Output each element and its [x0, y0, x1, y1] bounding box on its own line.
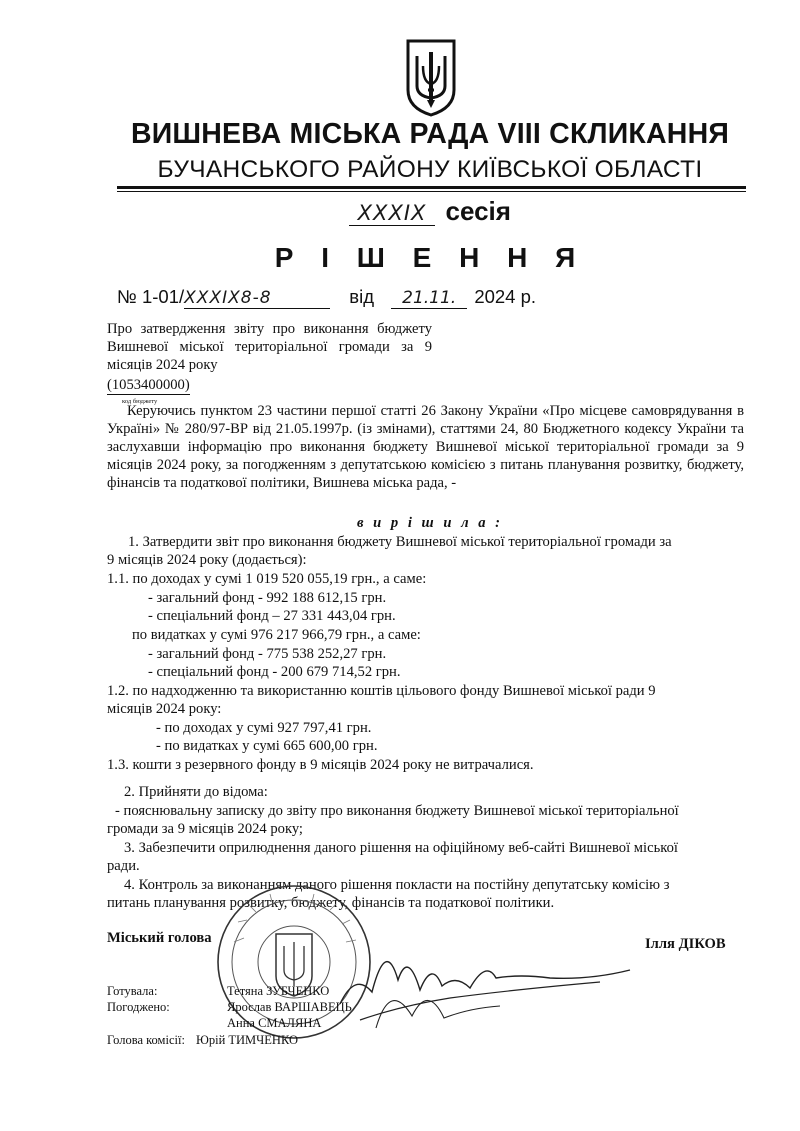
decision-number-prefix: № 1-01/	[117, 286, 185, 307]
approval-name: Тетяна ЗУБЧЕНКО	[227, 984, 330, 998]
session-label: сесія	[445, 196, 511, 226]
approval-name: Юрій ТИМЧЕНКО	[196, 1033, 299, 1047]
council-subtitle: БУЧАНСЬКОГО РАЙОНУ КИЇВСЬКОЇ ОБЛАСТІ	[157, 156, 703, 183]
item-1-line-2: 9 місяців 2024 року (додається):	[107, 552, 307, 568]
date-prefix: від	[349, 286, 375, 307]
item-4-line-1: 4. Контроль за виконанням даного рішення покласти на постійну депутатську комісію з	[124, 877, 670, 893]
item-1-3: 1.3. кошти з резервного фонду в 9 місяців 2024 року не витрачалися.	[107, 757, 534, 773]
item-1-1-exp-special-fund: - спеціальний фонд - 200 679 714,52 грн.	[148, 664, 401, 680]
decision-year: 2024 р.	[474, 286, 537, 307]
item-2-note-line-1: - пояснювальну записку до звіту про виконання бюджету Вишневої міської територіальної	[115, 803, 679, 819]
decision-subject: Про затвердження звіту про виконання бюджету Вишневої міської територіальної громади за 9 місяців 2024 року	[107, 321, 432, 373]
approval-name: Анна СМАЛЯНА	[227, 1016, 322, 1030]
item-1-1-special-fund: - спеціальний фонд – 27 331 443,04 грн.	[148, 608, 396, 624]
document-type: Р І Ш Е Н Н Я	[274, 242, 586, 273]
item-1-1-general-fund: - загальний фонд - 992 188 612,15 грн.	[148, 590, 387, 606]
item-1-1-exp-general-fund: - загальний фонд - 775 538 252,27 грн.	[148, 646, 387, 662]
session-number: XXXIX	[349, 201, 435, 226]
item-2-note-line-2: громади за 9 місяців 2024 року;	[107, 821, 303, 837]
approval-label: Погоджено:	[107, 1000, 170, 1014]
decided-heading: в и р і ш и л а :	[356, 515, 504, 531]
item-3-line-1: 3. Забезпечити оприлюднення даного рішення на офіційному веб-сайті Вишневої міської	[124, 840, 678, 856]
handwritten-signature	[300, 920, 660, 1040]
budget-code: (1053400000)	[107, 377, 190, 393]
item-3-line-2: ради.	[107, 858, 140, 874]
approval-label: Голова комісії:	[107, 1033, 185, 1047]
item-4-line-2: питань планування розвитку, бюджету, фінансів та податкової політики.	[107, 895, 555, 911]
decision-number-row	[117, 286, 536, 309]
item-1-line-1: 1. Затвердити звіт про виконання бюджету Вишневої міської територіальної громади за	[128, 534, 672, 550]
header-divider-thin	[117, 191, 746, 192]
decision-date: 21.11.	[391, 288, 467, 309]
signatory-name: Ілля ДІКОВ	[645, 936, 726, 952]
budget-code-caption: код бюджету	[122, 398, 158, 405]
item-1-1: 1.1. по доходах у сумі 1 019 520 055,19 грн., а саме:	[107, 571, 427, 587]
item-1-2-line-1: 1.2. по надходженню та використанню коштів цільового фонду Вишневої міської ради 9	[107, 683, 656, 699]
session-line	[0, 196, 800, 227]
item-1-2-line-2: місяців 2024 року:	[107, 701, 222, 717]
signature-role: Міський голова	[107, 930, 212, 946]
trident-emblem-icon	[405, 38, 457, 118]
decision-number: XXXIX8-8	[184, 288, 330, 309]
preamble: Керуючись пунктом 23 частини першої статті 26 Закону України «Про місцеве самоврядування в Україні» № 280/97-ВР від 21.05.1997р. (із змінами), статтями 24, 80 Бюджетного кодексу України та заслухавши інформацію про виконання бюджету Вишневої міської територіальної громади за 9 місяців 2024 року, за погодженням з депутатською комісією з питань планування розвитку, бюджету, фінансів та податкової політики, Вишнева міська рада, -	[107, 403, 744, 491]
council-title: ВИШНЕВА МІСЬКА РАДА VIII СКЛИКАННЯ	[130, 118, 730, 150]
approval-name: Ярослав ВАРШАВЕЦЬ	[227, 1000, 352, 1014]
approval-label: Готувала:	[107, 984, 158, 998]
item-1-1-expenses: по видатках у сумі 976 217 966,79 грн., а саме:	[132, 627, 421, 643]
header-divider	[117, 186, 746, 189]
item-1-2-expenses: - по видатках у сумі 665 600,00 грн.	[156, 738, 378, 754]
item-2: 2. Прийняти до відома:	[124, 784, 268, 800]
item-1-2-income: - по доходах у сумі 927 797,41 грн.	[156, 720, 372, 736]
